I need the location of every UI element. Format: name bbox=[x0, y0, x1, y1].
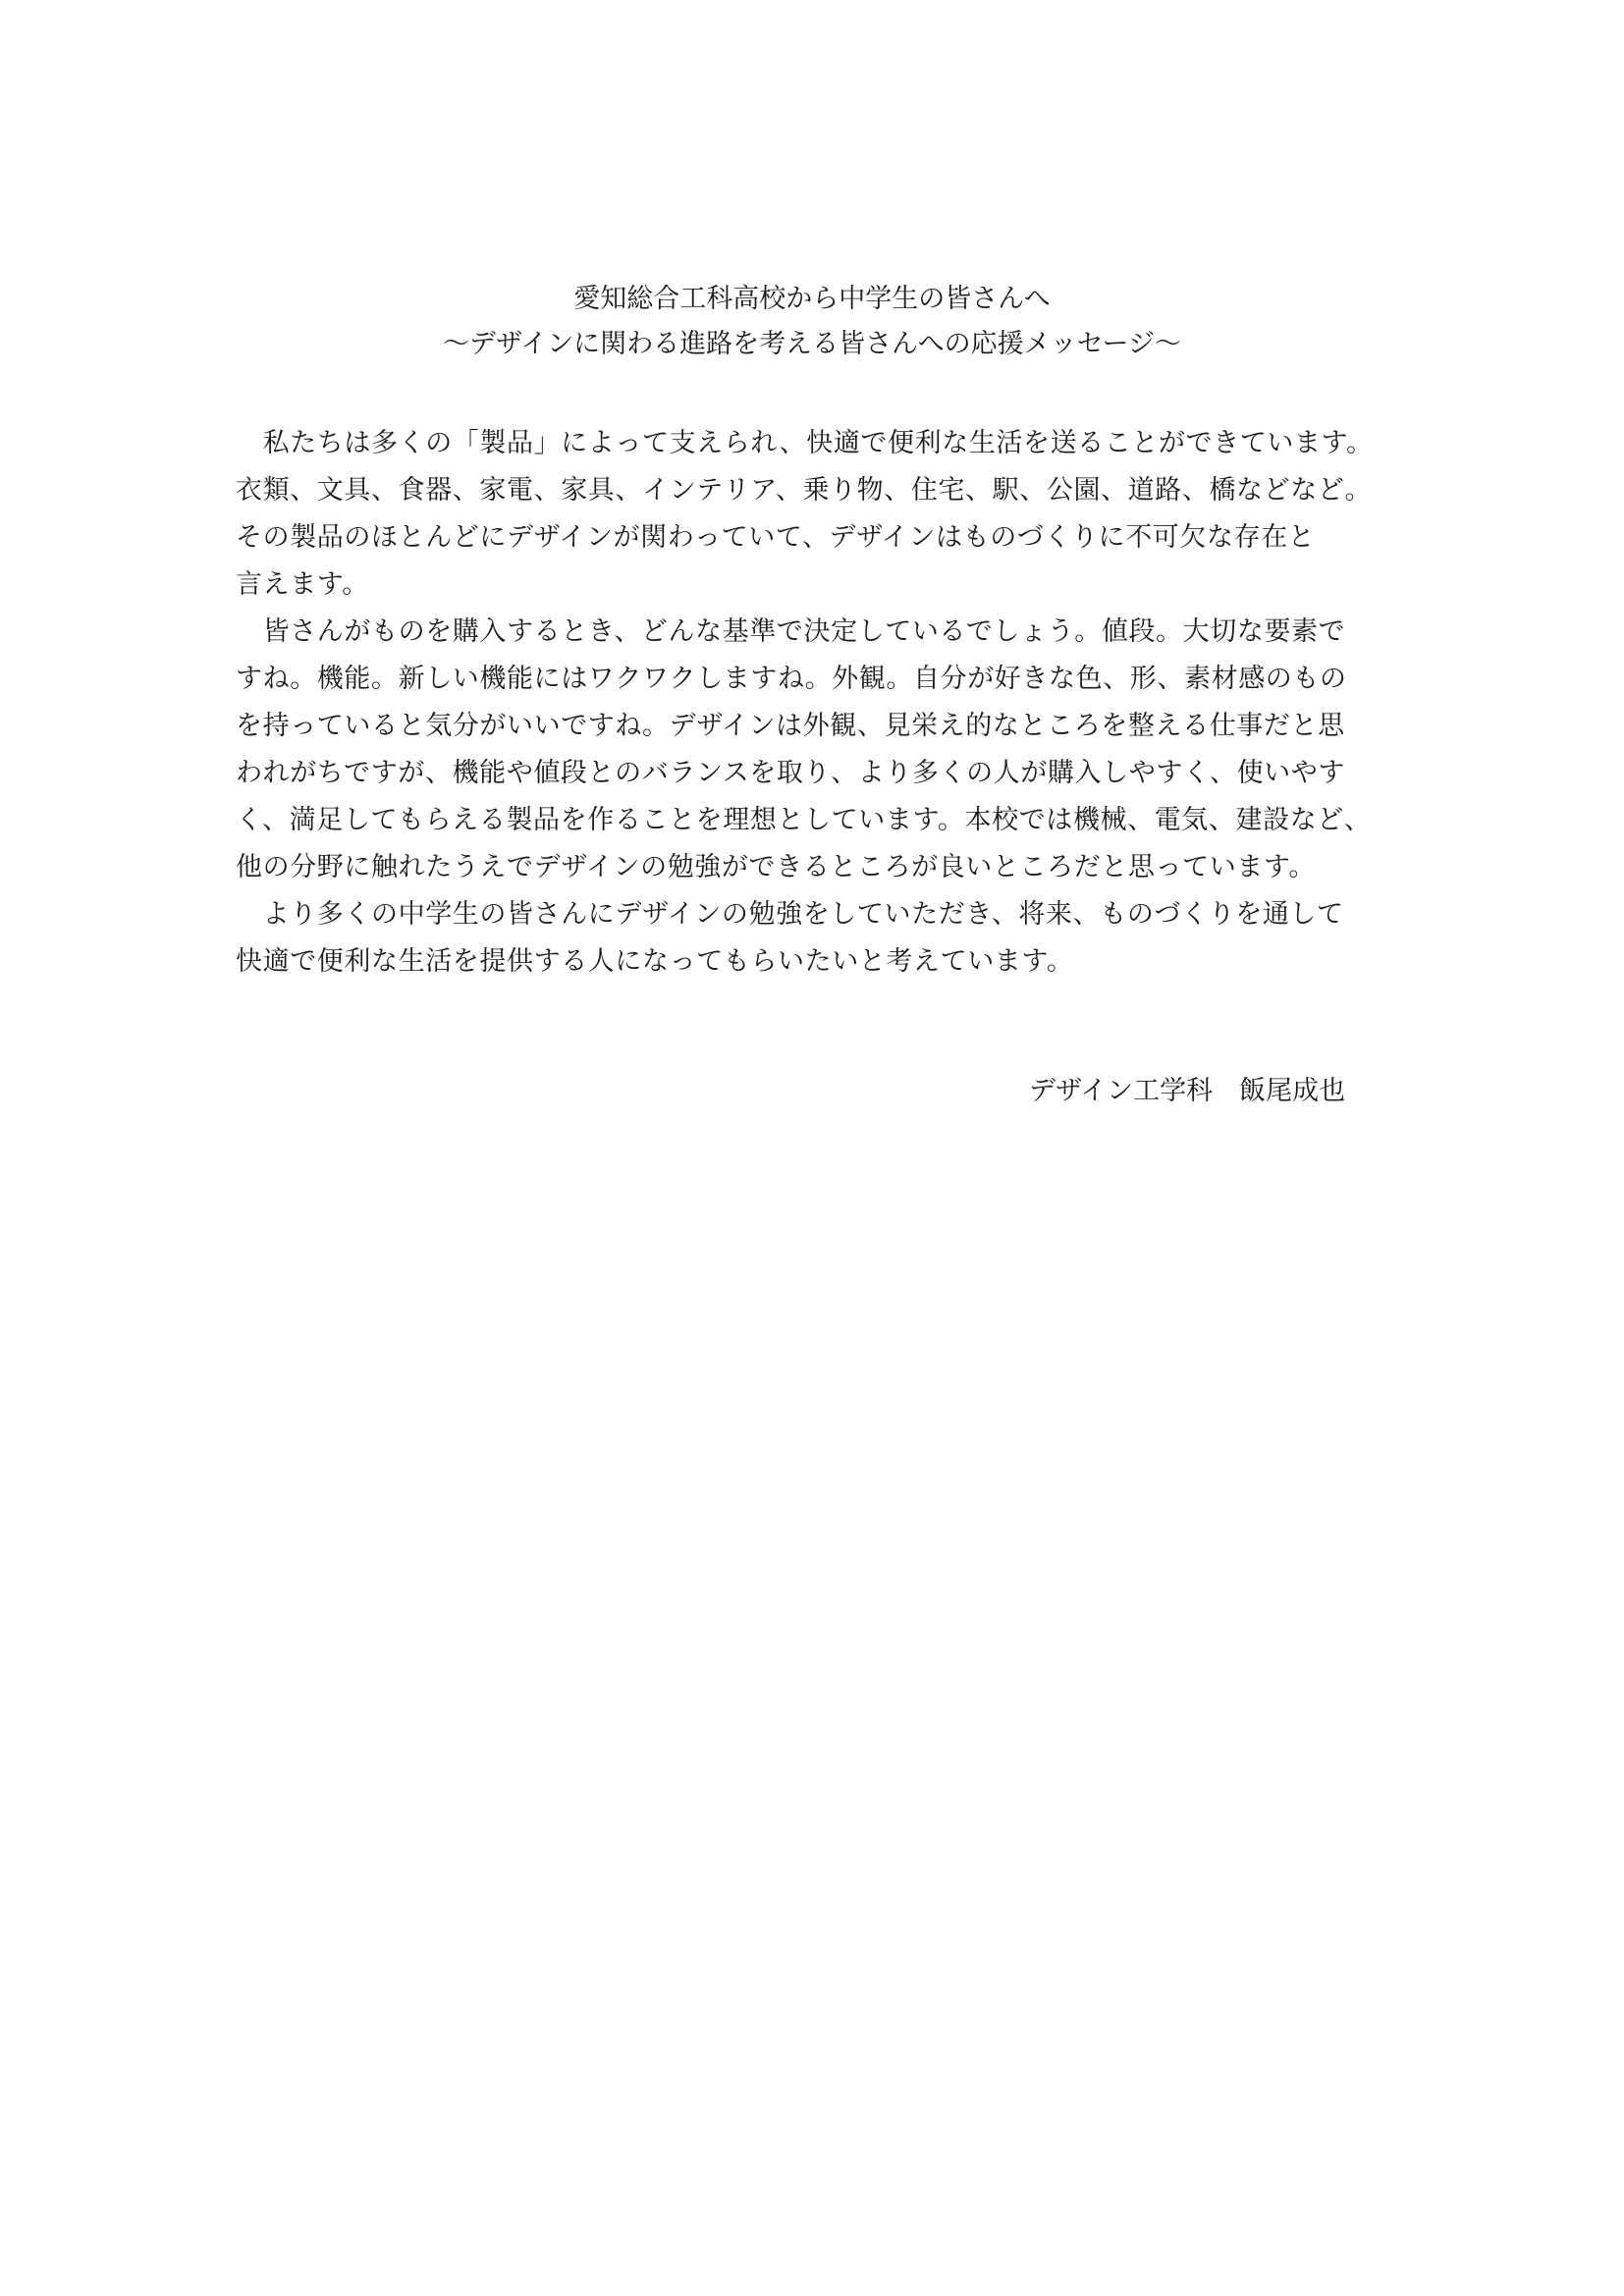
body-line: 言えます。 bbox=[236, 569, 369, 600]
body-line: 皆さんがものを購入するとき、どんな基準で決定しているでしょう。値段。大切な要素で bbox=[236, 616, 1346, 647]
body-text bbox=[236, 420, 1404, 986]
document-title bbox=[236, 277, 1388, 367]
body-line: その製品のほとんどにデザインが関わっていて、デザインはものづくりに不可欠な存在と bbox=[236, 522, 1316, 553]
body-line: 衣類、文具、食器、家電、家具、インテリア、乗り物、住宅、駅、公園、道路、橋などなど。 bbox=[236, 475, 1373, 506]
subtitle-line: 〜デザインに関わる進路を考える皆さんへの応援メッセージ〜 bbox=[443, 329, 1181, 359]
body-line: を持っていると気分がいいですね。デザインは外観、見栄え的なところを整える仕事だと思 bbox=[236, 711, 1345, 741]
body-line: 快適で便利な生活を提供する人になってもらいたいと考えています。 bbox=[236, 946, 1074, 977]
author-signature: デザイン工学科 飯尾成也 bbox=[1029, 1076, 1346, 1106]
body-line: く、満足してもらえる製品を作ることを理想としています。本校では機械、電気、建設など、 bbox=[236, 805, 1372, 835]
body-line: 他の分野に触れたうえでデザインの勉強ができるところが良いところだと思っています。 bbox=[236, 852, 1316, 882]
body-line: すね。機能。新しい機能にはワクワクしますね。外観。自分が好きな色、形、素材感のもの bbox=[236, 664, 1347, 694]
title-line: 愛知総合工科高校から中学生の皆さんへ bbox=[573, 284, 1051, 314]
body-line: より多くの中学生の皆さんにデザインの勉強をしていただき、将来、ものづくりを通して bbox=[236, 899, 1344, 930]
body-line: 私たちは多くの「製品」によって支えられ、快適で便利な生活を送ることができています。 bbox=[236, 428, 1374, 458]
body-line: われがちですが、機能や値段とのバランスを取り、より多くの人が購入しやすく、使いやす bbox=[236, 758, 1345, 788]
